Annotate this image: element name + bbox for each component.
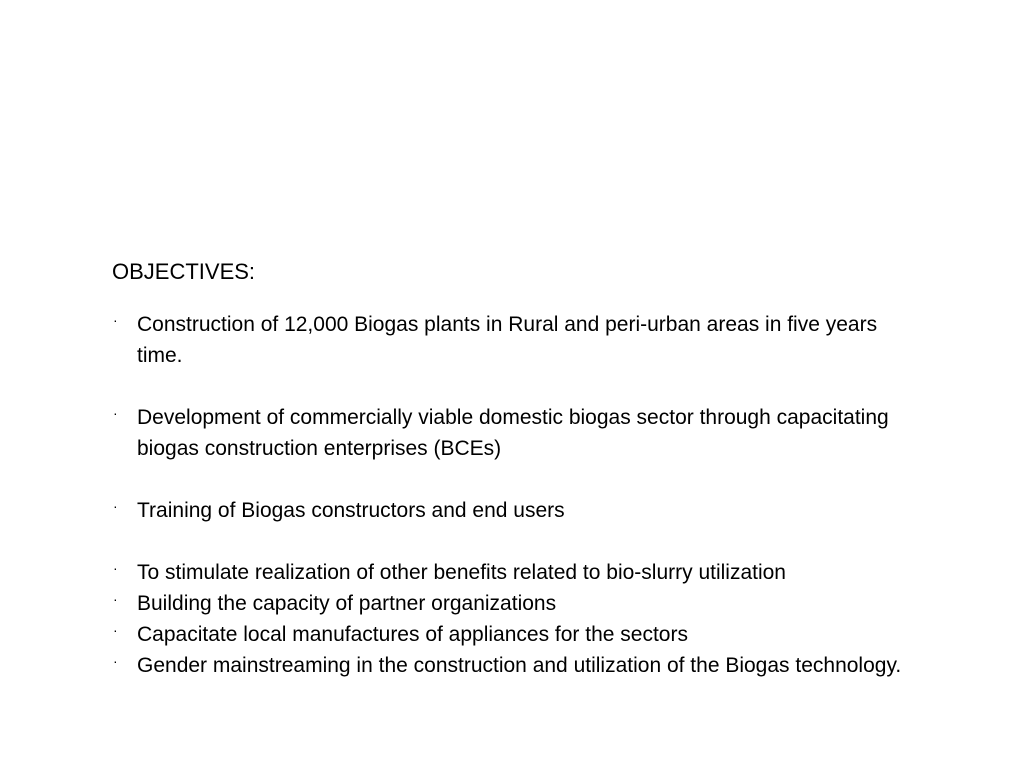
- list-item-text: To stimulate realization of other benefits related to bio-slurry utilization: [137, 561, 786, 584]
- list-item: [112, 309, 912, 371]
- list-item-text: Development of commercially viable domestic biogas sector through capacitating biogas construction enterprises (BCEs): [137, 406, 889, 460]
- bullet-icon: ·: [113, 405, 118, 421]
- list-item: [112, 402, 912, 464]
- objectives-list: [112, 309, 912, 681]
- list-item: [112, 495, 912, 526]
- bullet-icon: ·: [113, 591, 118, 607]
- list-item: [112, 650, 912, 681]
- list-item: [112, 557, 912, 588]
- list-item-text: Construction of 12,000 Biogas plants in Rural and peri-urban areas in five years time.: [137, 313, 878, 367]
- list-item-text: Gender mainstreaming in the construction and utilization of the Biogas technology.: [137, 654, 902, 677]
- bullet-icon: ·: [113, 312, 118, 328]
- slide-heading: OBJECTIVES:: [112, 259, 256, 284]
- bullet-icon: ·: [113, 653, 118, 669]
- slide-content: [112, 256, 912, 681]
- bullet-icon: ·: [113, 498, 118, 514]
- bullet-icon: ·: [113, 622, 118, 638]
- list-item: [112, 619, 912, 650]
- list-item-text: Building the capacity of partner organizations: [137, 592, 557, 615]
- list-item: [112, 588, 912, 619]
- list-item-text: Capacitate local manufactures of appliances for the sectors: [137, 623, 688, 646]
- bullet-icon: ·: [113, 560, 118, 576]
- list-item-text: Training of Biogas constructors and end users: [137, 499, 565, 522]
